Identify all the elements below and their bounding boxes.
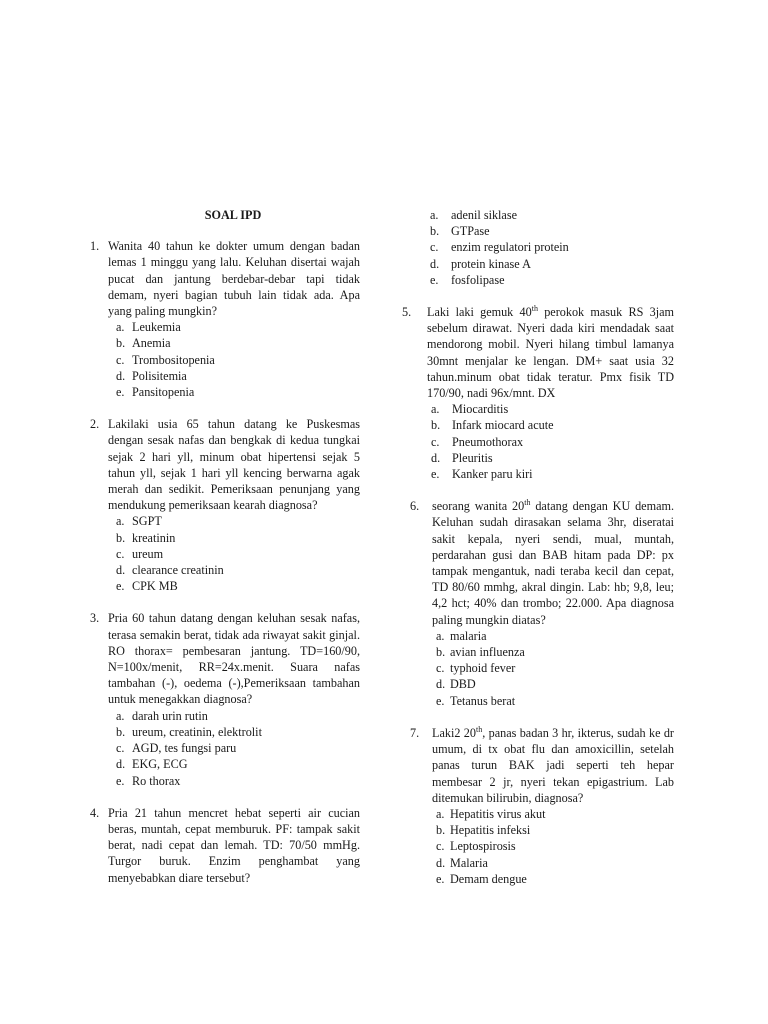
option-text: darah urin rutin	[132, 708, 208, 723]
option-text: DBD	[450, 677, 476, 692]
option-text: adenil siklase	[451, 208, 517, 222]
option-text: AGD, tes fungsi paru	[132, 741, 237, 756]
option-b	[432, 822, 674, 838]
option-b	[432, 644, 674, 660]
option-e	[432, 693, 674, 709]
option-letter: a.	[436, 806, 445, 821]
question-stem: Pria 60 tahun datang dengan keluhan sesak nafas, terasa semakin berat, tidak ada riwayat sakit ginjal. RO thorax= pembesaran jantung. TD=160/90, N=100x/menit, RR=24x.menit. Suara nafas tambahan (-), oedema (-),Pemeriksaan tambahan untuk menegakkan diagnosa?	[108, 611, 360, 707]
stem-text: , panas badan 3 hr, ikterus, sudah ke dr umum, di tx obat flu dan amoxicillin, setelah panas turun BAK jadi seperti teh hepar membesar 2 jr, nyeri tekan epigastrium. Lab ditemukan bilirubin, diagnosa?	[432, 725, 674, 805]
stem-text: seorang wanita 20	[432, 499, 525, 514]
option-e	[108, 578, 360, 594]
question-stem: Wanita 40 tahun ke dokter umum dengan badan lemas 1 minggu yang lalu. Keluhan disertai wajah pucat dan jantung berdebar-debar tapi tidak demam, nyeri bagian tubuh lain tidak ada. Apa yang paling mungkin?	[108, 239, 360, 319]
option-d	[432, 676, 674, 692]
option-e	[432, 871, 674, 887]
option-letter: b.	[431, 418, 441, 433]
option-text: Leukemia	[132, 320, 181, 335]
option-text: CPK MB	[132, 579, 178, 594]
option-c	[108, 546, 360, 562]
option-letter: b.	[436, 823, 446, 838]
option-text: Hepatitis infeksi	[450, 823, 531, 838]
option-text: GTPase	[451, 224, 490, 239]
option-text: Miocarditis	[452, 402, 509, 417]
question-4	[90, 805, 360, 886]
option-a	[432, 628, 674, 644]
option-e	[108, 773, 360, 789]
option-b	[108, 335, 360, 351]
question-stem: Lakilaki usia 65 tahun datang ke Puskesmas dengan sesak nafas dan bengkak di kedua tungkai sejak 2 hari yll, minum obat hipertensi sejak 5 tahun yll, sejak 1 hari yll kencing berwarna agak merah dan sedikit. Pemeriksaan penunjang yang mendukung pemeriksaan kearah diagnosa?	[108, 417, 360, 513]
option-text: Tetanus berat	[450, 693, 516, 708]
option-text: Infark miocard acute	[452, 418, 554, 433]
option-letter: c.	[430, 240, 439, 255]
stem-text: datang dengan KU demam. Keluhan sudah dirasakan selama 3hr, diseratai sakit kepala, nyeri sendi, mual, muntah, perdarahan gusi dan BAB hitam pada DP: px tampak mengantuk, nadi teraba kecil dan cepat, TD 80/60 mmhg, akral dingin. Lab: hb; 9,8, leu; 4,2 hct; 40% dan trombo; 22.000. Apa diagnosa paling mungkin diatas?	[432, 499, 675, 627]
question-3	[90, 610, 360, 788]
option-b	[108, 724, 360, 740]
option-e	[402, 272, 674, 288]
option-text: kreatinin	[132, 530, 176, 545]
option-a	[108, 708, 360, 724]
question-number: 2.	[90, 417, 100, 432]
option-text: Pleuritis	[452, 450, 493, 465]
option-letter: c.	[436, 661, 445, 676]
option-b	[402, 223, 674, 239]
question-number: 6.	[410, 499, 420, 514]
ordinal-superscript: th	[524, 498, 531, 508]
option-text: Anemia	[132, 336, 171, 351]
option-text: avian influenza	[450, 645, 525, 660]
option-letter: d.	[430, 256, 440, 271]
question-number: 5.	[402, 305, 412, 320]
question-stem	[432, 725, 674, 806]
option-list	[108, 513, 360, 594]
option-text: Pansitopenia	[132, 385, 195, 400]
option-text: Kanker paru kiri	[452, 467, 533, 482]
option-d	[432, 855, 674, 871]
option-letter: e.	[436, 871, 445, 886]
option-letter: a.	[436, 628, 445, 643]
option-c	[432, 660, 674, 676]
option-letter: a.	[116, 514, 125, 529]
option-letter: a.	[116, 320, 125, 335]
option-d	[427, 450, 674, 466]
option-letter: e.	[116, 385, 125, 400]
stem-text: Laki2 20	[432, 725, 476, 740]
option-letter: c.	[116, 352, 125, 367]
option-text: SGPT	[132, 514, 162, 529]
option-text: Pneumothorax	[452, 434, 524, 449]
option-text: Trombositopenia	[132, 352, 215, 367]
option-letter: b.	[430, 224, 440, 239]
option-text: malaria	[450, 628, 487, 643]
option-letter: e.	[431, 467, 440, 482]
question-5	[402, 304, 674, 482]
option-list	[108, 319, 360, 400]
option-text: Malaria	[450, 855, 488, 870]
ordinal-superscript: th	[531, 303, 538, 313]
option-b	[427, 417, 674, 433]
option-list	[427, 401, 674, 482]
option-letter: a.	[430, 208, 439, 222]
option-list	[108, 708, 360, 789]
option-text: EKG, ECG	[132, 757, 188, 772]
option-letter: a.	[431, 402, 440, 417]
option-letter: b.	[116, 336, 126, 351]
question-6	[402, 498, 674, 709]
option-d	[108, 368, 360, 384]
question-stem	[427, 304, 674, 401]
question-stem: Pria 21 tahun mencret hebat seperti air cucian beras, muntah, cepat memburuk. PF: tampak sakit berat, nadi cepat dan lemah. TD: 70/50 mmHg. Turgor buruk. Enzim penghambat yang menyebabkan diare tersebut?	[108, 805, 360, 885]
question-4-options	[402, 207, 674, 288]
option-letter: c.	[436, 839, 445, 854]
option-text: clearance creatinin	[132, 563, 224, 578]
option-d	[108, 756, 360, 772]
page-title: SOAL IPD	[204, 208, 262, 222]
option-c	[108, 740, 360, 756]
question-stem	[432, 498, 674, 628]
option-text: protein kinase A	[451, 256, 531, 271]
option-letter: b.	[116, 724, 126, 739]
ordinal-superscript: th	[475, 724, 483, 734]
option-text: Leptospirosis	[450, 839, 516, 854]
option-text: enzim regulatori protein	[451, 240, 569, 255]
option-a	[108, 513, 360, 529]
option-list	[432, 628, 674, 709]
option-letter: d.	[116, 368, 126, 383]
question-number: 4.	[90, 805, 100, 820]
question-1	[90, 238, 360, 400]
option-text: ureum	[132, 546, 164, 561]
left-column	[90, 207, 360, 886]
option-e	[427, 466, 674, 482]
right-column	[402, 207, 674, 887]
option-c	[402, 239, 674, 255]
option-letter: d.	[436, 677, 446, 692]
option-c	[427, 434, 674, 450]
option-list	[432, 806, 674, 887]
stem-text: perokok masuk RS 3jam sebelum dirawat. Nyeri dada kiri mendadak saat mendorong mobil. Nyeri hilang timbul lamanya 30mnt menjalar ke lengan. DM+ saat usia 32 tahun.minum obat tidak teratur. Pmx fisik TD 170/90, nadi 96x/mnt. DX	[427, 305, 674, 401]
option-b	[108, 530, 360, 546]
option-text: ureum, creatinin, elektrolit	[132, 724, 262, 739]
option-text: Ro thorax	[132, 773, 181, 788]
option-letter: e.	[116, 773, 125, 788]
option-c	[108, 352, 360, 368]
option-letter: d.	[116, 757, 126, 772]
option-letter: d.	[436, 855, 446, 870]
option-letter: a.	[116, 708, 125, 723]
option-a	[432, 806, 674, 822]
option-text: fosfolipase	[451, 272, 505, 287]
question-number: 7.	[410, 725, 420, 740]
option-d	[402, 256, 674, 272]
option-letter: d.	[116, 563, 126, 578]
option-letter: c.	[431, 434, 440, 449]
option-a	[402, 207, 674, 223]
option-a	[427, 401, 674, 417]
option-text: Demam dengue	[450, 871, 527, 886]
stem-text: Laki laki gemuk 40	[427, 305, 532, 320]
option-e	[108, 384, 360, 400]
option-letter: e.	[116, 579, 125, 594]
option-letter: e.	[430, 272, 439, 287]
option-text: Polisitemia	[132, 368, 187, 383]
option-letter: c.	[116, 741, 125, 756]
option-letter: b.	[116, 530, 126, 545]
option-letter: c.	[116, 546, 125, 561]
question-number: 1.	[90, 239, 100, 254]
option-d	[108, 562, 360, 578]
question-number: 3.	[90, 611, 100, 626]
option-a	[108, 319, 360, 335]
option-text: Hepatitis virus akut	[450, 806, 546, 821]
option-text: typhoid fever	[450, 661, 516, 676]
option-c	[432, 838, 674, 854]
question-2	[90, 416, 360, 594]
option-letter: e.	[436, 693, 445, 708]
option-letter: d.	[431, 450, 441, 465]
option-letter: b.	[436, 645, 446, 660]
question-7	[402, 725, 674, 887]
